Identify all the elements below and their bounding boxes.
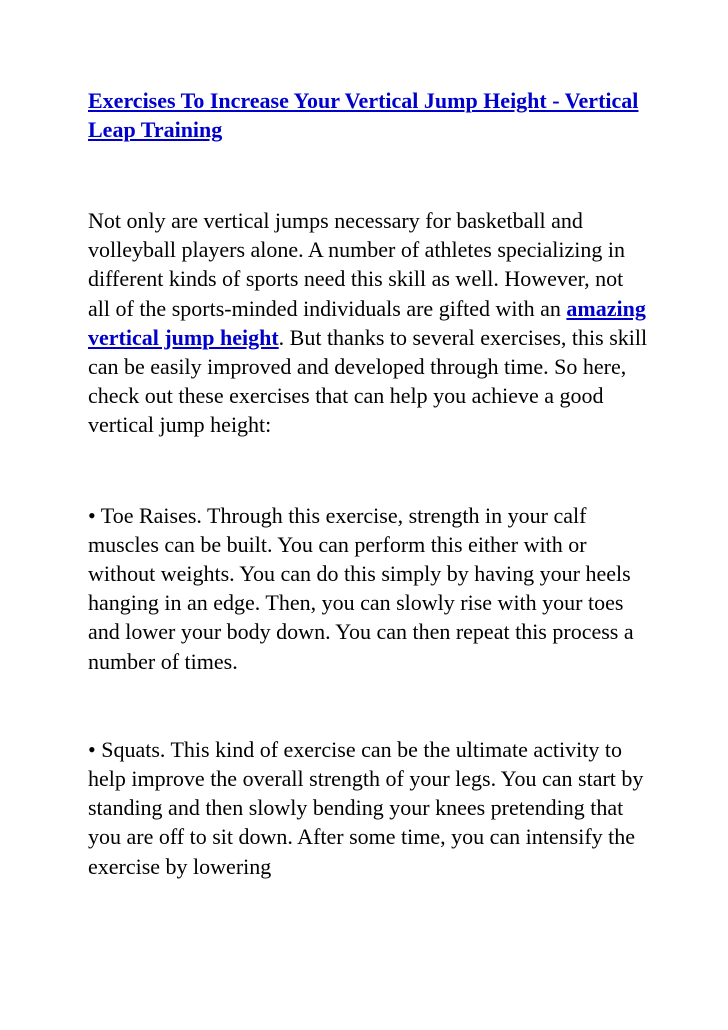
intro-paragraph <box>88 206 648 440</box>
vertical-jump-height-link[interactable]: amazing vertical jump height <box>88 295 646 350</box>
toe-raises-paragraph: • Toe Raises. Through this exercise, strength in your calf muscles can be built. You can perform this either with or without weights. You can do this simply by having your heels hanging in an edge. Then, you can slowly rise with your toes and lower your body down. You can then repeat this process a number of times. <box>88 502 634 674</box>
title-link[interactable]: Exercises To Increase Your Vertical Jump Height - Vertical Leap Training <box>88 88 639 142</box>
document-title <box>88 86 648 144</box>
document-page <box>88 86 648 881</box>
squats-paragraph: • Squats. This kind of exercise can be the ultimate activity to help improve the overall strength of your legs. You can start by standing and then slowly bending your knees pretending that you are off to sit down. After some time, you can intensify the exercise by lowering <box>88 736 644 879</box>
intro-text-before-link: Not only are vertical jumps necessary for basketball and volleyball players alone. A number of athletes specializing in different kinds of sports need this skill as well. However, not all of the sports-minded individuals are gifted with an <box>88 208 626 321</box>
intro-text-after-link: . But thanks to several exercises, this skill can be easily improved and developed through time. So here, check out these exercises that can help you achieve a good vertical jump height: <box>88 324 648 438</box>
